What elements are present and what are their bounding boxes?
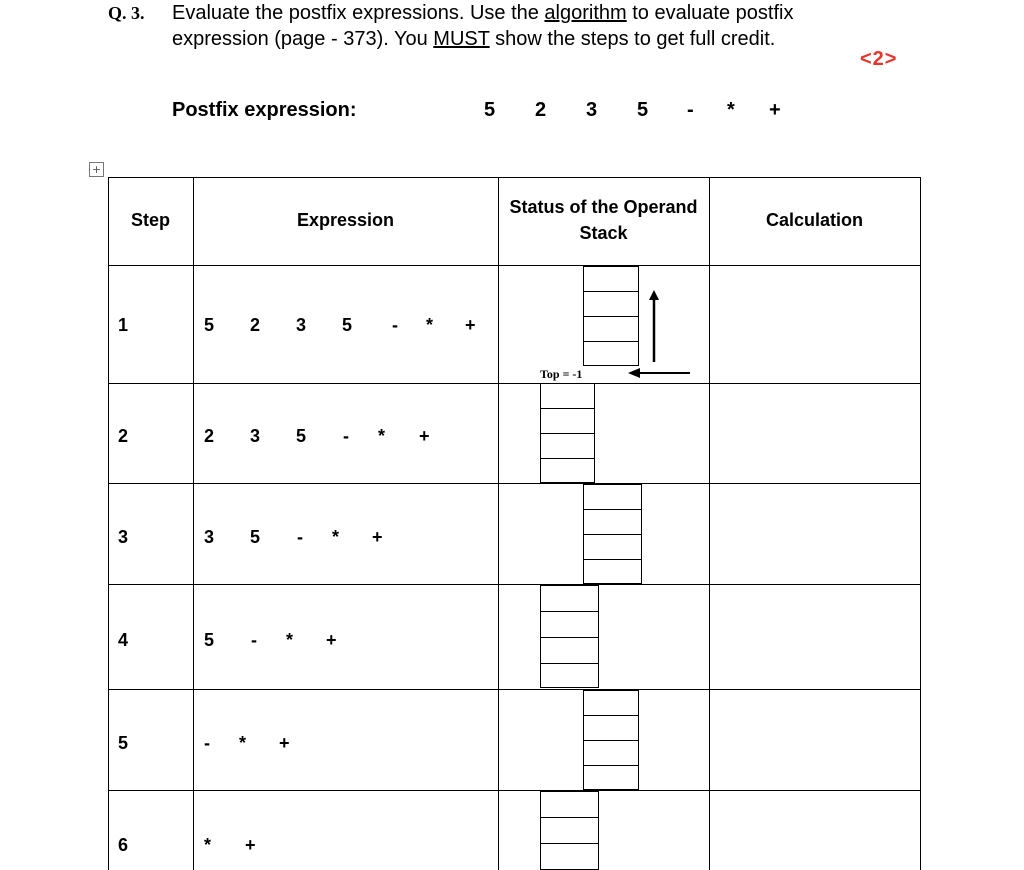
postfix-token: 5: [484, 99, 496, 121]
expression-token: +: [326, 630, 337, 650]
question-text-2b: show the steps to get full credit.: [489, 28, 776, 50]
step-number: 5: [118, 733, 129, 753]
expression-token: +: [419, 426, 430, 446]
stack-slot: [541, 586, 598, 612]
table-border: [108, 483, 921, 484]
stack-slot: [541, 459, 594, 482]
table-border: [108, 265, 921, 266]
stack-slot: [584, 485, 641, 510]
postfix-token: 5: [637, 99, 649, 121]
stack-slot: [584, 560, 641, 583]
postfix-token: +: [769, 99, 781, 121]
expression-token: 5: [204, 315, 215, 335]
operand-stack: [583, 484, 642, 584]
step-number: 6: [118, 835, 129, 855]
expression-token: *: [426, 315, 434, 335]
step-number: 2: [118, 426, 129, 446]
postfix-token: 2: [535, 99, 547, 121]
table-border: [108, 177, 921, 178]
stack-slot: [541, 409, 594, 434]
stack-slot: [584, 342, 638, 365]
expression-token: +: [279, 733, 290, 753]
expression-token: +: [465, 315, 476, 335]
header-calculation: Calculation: [765, 210, 863, 230]
expression-token: 5: [296, 426, 307, 446]
table-border: [108, 584, 921, 585]
expression-token: 2: [250, 315, 261, 335]
algorithm-link[interactable]: algorithm: [544, 2, 627, 24]
question-number: Q. 3.: [108, 3, 145, 23]
header-step: Step: [130, 210, 170, 230]
step-number: 3: [118, 527, 129, 547]
operand-stack: [583, 266, 639, 366]
stack-slot: [541, 818, 598, 844]
stack-slot: [541, 434, 594, 459]
top-label: Top = -1: [540, 367, 583, 381]
step-number: 1: [118, 315, 129, 335]
stack-slot: [584, 766, 638, 789]
stack-slot: [584, 691, 638, 716]
step-number: 4: [118, 630, 129, 650]
table-move-handle-icon[interactable]: +: [89, 162, 104, 177]
question-text: [172, 0, 932, 52]
stack-slot: [584, 716, 638, 741]
table-border: [920, 177, 921, 870]
expression-token: *: [204, 835, 212, 855]
left-arrow-icon: [628, 366, 690, 380]
expression-token: *: [286, 630, 294, 650]
table-border: [709, 177, 710, 870]
expression-token: +: [372, 527, 383, 547]
expression-token: +: [245, 835, 256, 855]
expression-token: -: [204, 733, 210, 753]
expression-token: 2: [204, 426, 215, 446]
postfix-token: *: [727, 99, 735, 121]
expression-token: -: [297, 527, 303, 547]
question-text-2a: expression (page - 373). You: [172, 28, 434, 50]
postfix-label: Postfix expression:: [172, 99, 357, 121]
expression-token: -: [392, 315, 398, 335]
expression-token: *: [378, 426, 386, 446]
points-badge: <2>: [860, 48, 898, 70]
stack-slot: [584, 535, 641, 560]
operand-stack: [540, 383, 595, 483]
expression-token: 3: [250, 426, 261, 446]
operand-stack: [583, 690, 639, 790]
stack-slot: [584, 510, 641, 535]
expression-token: -: [251, 630, 257, 650]
up-arrow-icon: [644, 290, 664, 362]
table-border: [108, 177, 109, 870]
header-status-line1: Status of the Operand: [509, 197, 698, 217]
table-border: [193, 177, 194, 870]
header-status-line2: Stack: [579, 223, 628, 243]
question-text-1a: Evaluate the postfix expressions. Use the: [172, 2, 545, 24]
operand-stack: [540, 585, 599, 688]
stack-slot: [541, 384, 594, 409]
table-border: [108, 689, 921, 690]
expression-token: 5: [204, 630, 215, 650]
expression-token: 3: [204, 527, 215, 547]
question-text-1b: to evaluate postfix: [626, 2, 794, 24]
stack-slot: [541, 638, 598, 664]
expression-token: *: [332, 527, 340, 547]
expression-token: -: [343, 426, 349, 446]
operand-stack: [540, 791, 599, 870]
table-border: [108, 790, 921, 791]
stack-slot: [584, 267, 638, 292]
stack-slot: [541, 792, 598, 818]
stack-slot: [541, 844, 598, 870]
stack-slot: [584, 317, 638, 342]
expression-token: *: [239, 733, 247, 753]
header-expression: Expression: [296, 210, 395, 230]
stack-slot: [584, 741, 638, 766]
stack-slot: [584, 292, 638, 317]
stack-slot: [541, 612, 598, 638]
stack-slot: [541, 664, 598, 687]
expression-token: 3: [296, 315, 307, 335]
must-emphasis: MUST: [433, 28, 490, 50]
postfix-token: 3: [586, 99, 598, 121]
expression-token: 5: [342, 315, 353, 335]
table-border: [498, 177, 499, 870]
postfix-token: -: [687, 99, 694, 121]
table-border: [108, 383, 921, 384]
expression-token: 5: [250, 527, 261, 547]
